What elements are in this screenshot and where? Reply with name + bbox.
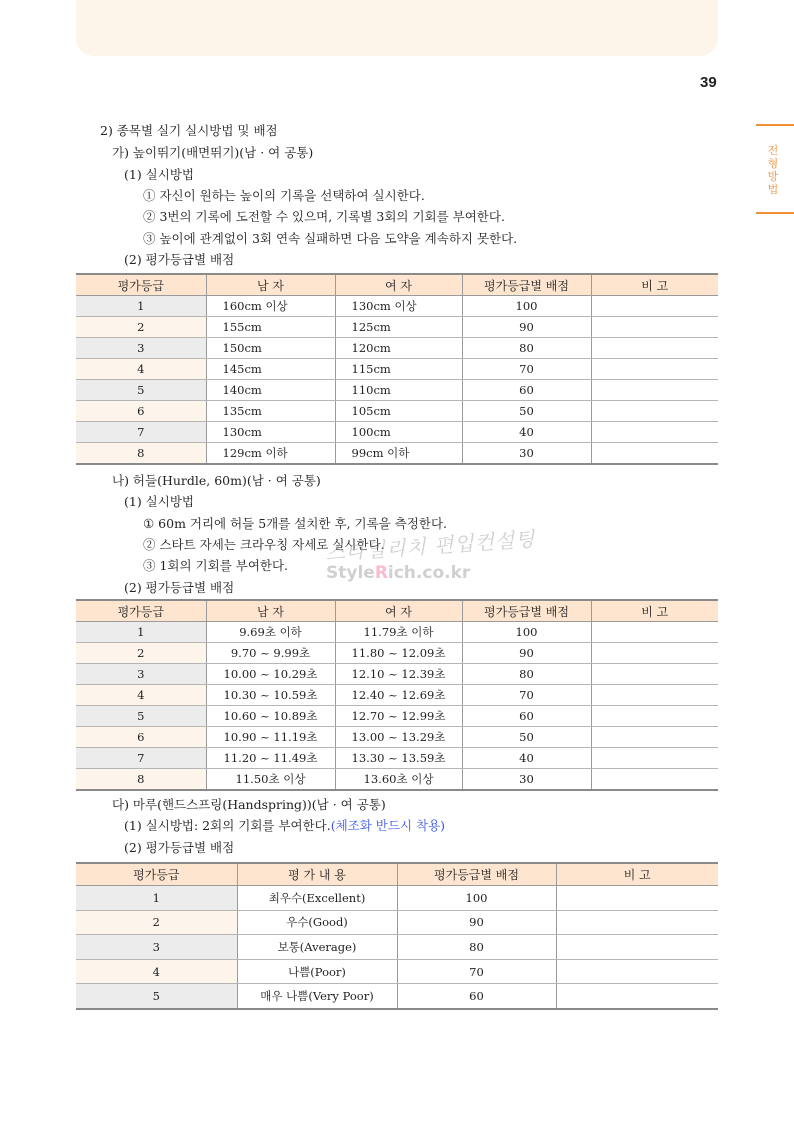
table-cell: 5 xyxy=(76,706,206,727)
table-cell: 130cm 이상 xyxy=(335,296,462,317)
table-cell: 60 xyxy=(397,984,556,1009)
side-tab-label: 전형방법 xyxy=(767,144,779,196)
table-cell: 우수(Good) xyxy=(237,910,397,935)
floor-method-text: (1) 실시방법: 2회의 기회를 부여한다. xyxy=(124,818,331,833)
table-cell: 12.70 ~ 12.99초 xyxy=(335,706,462,727)
table-cell: 6 xyxy=(76,727,206,748)
table-cell: 100 xyxy=(397,886,556,911)
table-cell: 90 xyxy=(397,910,556,935)
hurdle-title: 나) 허들(Hurdle, 60m)(남 · 여 공통) xyxy=(112,473,321,488)
table-cell: 9.69초 이하 xyxy=(206,622,335,643)
table-row xyxy=(76,380,718,401)
table-row xyxy=(76,296,718,317)
hurdle-step: ③ 1회의 기회를 부여한다. xyxy=(143,558,289,573)
table-row xyxy=(76,910,718,935)
table-row xyxy=(76,935,718,960)
hurdle-step: ② 스타트 자세는 크라우칭 자세로 실시한다. xyxy=(143,537,385,552)
table-row xyxy=(76,359,718,380)
high-jump-step: ① 자신이 원하는 높이의 기록을 선택하여 실시한다. xyxy=(143,188,425,203)
table-cell: 140cm xyxy=(206,380,335,401)
table-row xyxy=(76,338,718,359)
table-cell: 135cm xyxy=(206,401,335,422)
table-cell xyxy=(591,706,718,727)
table-cell: 10.30 ~ 10.59초 xyxy=(206,685,335,706)
column-header: 여 자 xyxy=(335,274,462,296)
table-cell: 13.30 ~ 13.59초 xyxy=(335,748,462,769)
table-cell: 7 xyxy=(76,422,206,443)
table-cell: 90 xyxy=(462,643,591,664)
table-header-row xyxy=(76,600,718,622)
table-cell: 80 xyxy=(462,338,591,359)
hurdle-score-label: (2) 평가등급별 배점 xyxy=(124,580,235,595)
table-cell: 보통(Average) xyxy=(237,935,397,960)
high-jump-method-label: (1) 실시방법 xyxy=(124,167,194,182)
table-cell: 12.10 ~ 12.39초 xyxy=(335,664,462,685)
table-cell: 80 xyxy=(397,935,556,960)
table-cell xyxy=(591,443,718,465)
side-tab[interactable] xyxy=(756,124,794,214)
table-cell: 11.50초 이상 xyxy=(206,769,335,791)
table-cell: 1 xyxy=(76,622,206,643)
table-cell xyxy=(591,643,718,664)
table-cell: 155cm xyxy=(206,317,335,338)
column-header: 평 가 내 용 xyxy=(237,863,397,886)
table-cell: 30 xyxy=(462,769,591,791)
table-cell: 4 xyxy=(76,959,237,984)
hurdle-step: ① 60m 거리에 허들 5개를 설치한 후, 기록을 측정한다. xyxy=(143,516,448,531)
table-cell: 105cm xyxy=(335,401,462,422)
floor-title: 다) 마루(핸드스프링(Handspring))(남 · 여 공통) xyxy=(112,797,386,812)
table-cell: 129cm 이하 xyxy=(206,443,335,465)
table-cell xyxy=(556,910,718,935)
page-number: 39 xyxy=(700,74,717,91)
table-cell: 나쁨(Poor) xyxy=(237,959,397,984)
column-header: 평가등급별 배점 xyxy=(462,274,591,296)
high-jump-score-table xyxy=(76,273,718,465)
table-cell xyxy=(556,984,718,1009)
table-cell: 10.60 ~ 10.89초 xyxy=(206,706,335,727)
table-header-row xyxy=(76,274,718,296)
table-row xyxy=(76,643,718,664)
floor-score-table xyxy=(76,862,718,1010)
table-cell: 130cm xyxy=(206,422,335,443)
table-cell: 40 xyxy=(462,422,591,443)
table-cell xyxy=(556,935,718,960)
table-cell: 150cm xyxy=(206,338,335,359)
table-cell: 50 xyxy=(462,401,591,422)
column-header: 비 고 xyxy=(591,600,718,622)
high-jump-title: 가) 높이뛰기(배면뛰기)(남 · 여 공통) xyxy=(112,145,314,160)
table-row xyxy=(76,886,718,911)
column-header: 여 자 xyxy=(335,600,462,622)
table-cell: 145cm xyxy=(206,359,335,380)
table-cell: 10.90 ~ 11.19초 xyxy=(206,727,335,748)
table-row xyxy=(76,443,718,465)
table-cell: 매우 나쁨(Very Poor) xyxy=(237,984,397,1009)
table-cell: 90 xyxy=(462,317,591,338)
hurdle-score-table xyxy=(76,599,718,791)
table-row xyxy=(76,401,718,422)
table-cell: 3 xyxy=(76,664,206,685)
table-cell xyxy=(591,359,718,380)
table-cell: 120cm xyxy=(335,338,462,359)
table-cell: 3 xyxy=(76,935,237,960)
floor-method-note: (체조화 반드시 착용) xyxy=(330,818,446,833)
table-cell: 4 xyxy=(76,685,206,706)
table-cell xyxy=(591,422,718,443)
table-cell xyxy=(556,959,718,984)
watermark-text: 스타일리치 편입컨설팅 xyxy=(324,526,537,566)
table-cell: 160cm 이상 xyxy=(206,296,335,317)
table-cell xyxy=(591,622,718,643)
table-cell: 6 xyxy=(76,401,206,422)
table-cell xyxy=(591,664,718,685)
table-cell: 8 xyxy=(76,769,206,791)
column-header: 평가등급 xyxy=(76,600,206,622)
table-cell: 1 xyxy=(76,886,237,911)
table-cell: 30 xyxy=(462,443,591,465)
table-cell: 70 xyxy=(462,685,591,706)
table-cell: 2 xyxy=(76,910,237,935)
table-row xyxy=(76,664,718,685)
column-header: 남 자 xyxy=(206,274,335,296)
table-cell xyxy=(591,317,718,338)
table-cell: 40 xyxy=(462,748,591,769)
column-header: 평가등급 xyxy=(76,863,237,886)
table-cell xyxy=(591,380,718,401)
table-row xyxy=(76,685,718,706)
table-row xyxy=(76,422,718,443)
table-cell xyxy=(591,685,718,706)
table-cell: 3 xyxy=(76,338,206,359)
table-row xyxy=(76,959,718,984)
table-cell: 11.79초 이하 xyxy=(335,622,462,643)
table-cell xyxy=(591,748,718,769)
section-title: 2) 종목별 실기 실시방법 및 배점 xyxy=(100,123,278,138)
table-cell xyxy=(591,769,718,791)
table-cell: 100 xyxy=(462,622,591,643)
table-cell xyxy=(591,296,718,317)
table-cell: 125cm xyxy=(335,317,462,338)
table-cell: 2 xyxy=(76,317,206,338)
high-jump-step: ③ 높이에 관계없이 3회 연속 실패하면 다음 도약을 계속하지 못한다. xyxy=(143,231,518,246)
table-cell: 110cm xyxy=(335,380,462,401)
table-cell: 4 xyxy=(76,359,206,380)
floor-method-label xyxy=(124,818,445,834)
table-cell: 12.40 ~ 12.69초 xyxy=(335,685,462,706)
table-row xyxy=(76,748,718,769)
table-cell: 99cm 이하 xyxy=(335,443,462,465)
table-cell: 8 xyxy=(76,443,206,465)
table-cell xyxy=(591,401,718,422)
table-cell: 7 xyxy=(76,748,206,769)
table-cell: 1 xyxy=(76,296,206,317)
table-cell: 80 xyxy=(462,664,591,685)
table-cell: 10.00 ~ 10.29초 xyxy=(206,664,335,685)
table-cell: 11.20 ~ 11.49초 xyxy=(206,748,335,769)
table-header-row xyxy=(76,863,718,886)
table-row xyxy=(76,622,718,643)
header-banner xyxy=(76,0,718,56)
high-jump-score-label: (2) 평가등급별 배점 xyxy=(124,252,235,267)
table-cell: 11.80 ~ 12.09초 xyxy=(335,643,462,664)
table-row xyxy=(76,769,718,791)
table-cell: 60 xyxy=(462,380,591,401)
high-jump-step: ② 3번의 기록에 도전할 수 있으며, 기록별 3회의 기회를 부여한다. xyxy=(143,209,505,224)
table-cell: 50 xyxy=(462,727,591,748)
table-cell: 70 xyxy=(397,959,556,984)
column-header: 비 고 xyxy=(591,274,718,296)
table-cell xyxy=(556,886,718,911)
table-cell: 5 xyxy=(76,380,206,401)
table-cell: 60 xyxy=(462,706,591,727)
table-cell: 115cm xyxy=(335,359,462,380)
table-cell: 최우수(Excellent) xyxy=(237,886,397,911)
table-cell: 100cm xyxy=(335,422,462,443)
table-row xyxy=(76,984,718,1009)
table-cell xyxy=(591,338,718,359)
table-cell xyxy=(591,727,718,748)
floor-score-label: (2) 평가등급별 배점 xyxy=(124,840,235,855)
table-cell: 5 xyxy=(76,984,237,1009)
column-header: 평가등급별 배점 xyxy=(462,600,591,622)
table-row xyxy=(76,706,718,727)
table-row xyxy=(76,727,718,748)
table-row xyxy=(76,317,718,338)
table-cell: 13.00 ~ 13.29초 xyxy=(335,727,462,748)
table-cell: 2 xyxy=(76,643,206,664)
column-header: 평가등급별 배점 xyxy=(397,863,556,886)
column-header: 비 고 xyxy=(556,863,718,886)
column-header: 남 자 xyxy=(206,600,335,622)
hurdle-method-label: (1) 실시방법 xyxy=(124,494,194,509)
table-cell: 9.70 ~ 9.99초 xyxy=(206,643,335,664)
table-cell: 100 xyxy=(462,296,591,317)
column-header: 평가등급 xyxy=(76,274,206,296)
watermark-logo: StyleRich.co.kr xyxy=(326,563,471,583)
table-cell: 13.60초 이상 xyxy=(335,769,462,791)
table-cell: 70 xyxy=(462,359,591,380)
